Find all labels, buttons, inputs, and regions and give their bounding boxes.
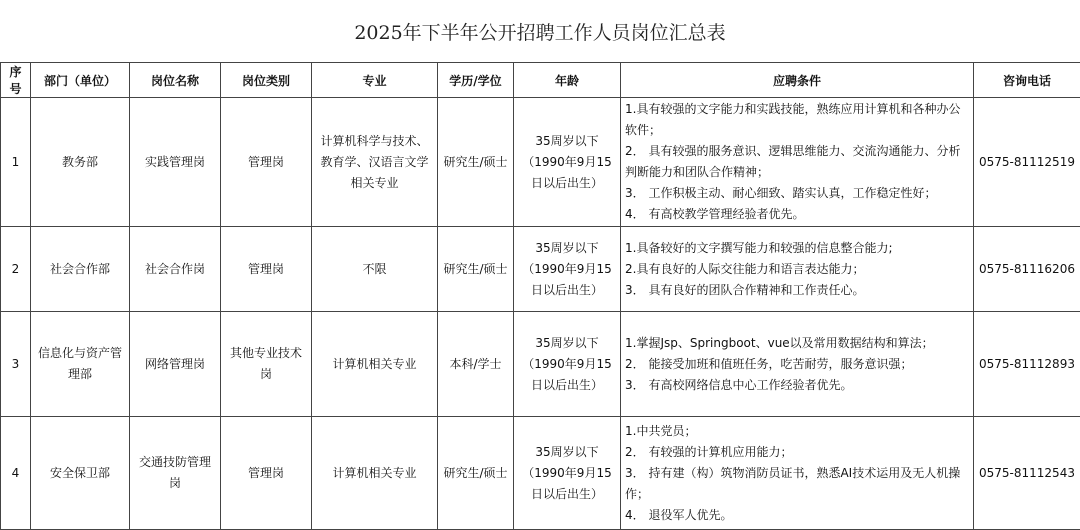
header-position: 岗位名称: [130, 63, 221, 98]
cell-dept: 教务部: [31, 98, 130, 227]
table-row: [1, 98, 1080, 227]
requirement-line: 4． 有高校教学管理经验者优先。: [625, 204, 967, 225]
cell-phone: 0575-81116206: [974, 227, 1080, 312]
header-category: 岗位类别: [221, 63, 312, 98]
cell-requirements: [621, 417, 974, 530]
cell-category: 管理岗: [221, 417, 312, 530]
cell-position: 交通技防管理岗: [130, 417, 221, 530]
cell-category: 其他专业技术岗: [221, 312, 312, 417]
cell-age: 35周岁以下（1990年9月15日以后出生）: [514, 98, 621, 227]
requirement-line: 2.具有良好的人际交往能力和语言表达能力；: [625, 259, 967, 280]
header-phone: 咨询电话: [974, 63, 1080, 98]
cell-major: 计算机相关专业: [312, 417, 438, 530]
cell-major: 计算机相关专业: [312, 312, 438, 417]
cell-requirements: [621, 227, 974, 312]
cell-phone: 0575-81112893: [974, 312, 1080, 417]
cell-major: 计算机科学与技术、教育学、汉语言文学相关专业: [312, 98, 438, 227]
cell-no: 1: [1, 98, 31, 227]
positions-table: [0, 62, 1080, 530]
cell-age: 35周岁以下（1990年9月15日以后出生）: [514, 417, 621, 530]
requirement-line: 3． 有高校网络信息中心工作经验者优先。: [625, 375, 967, 396]
cell-position: 社会合作岗: [130, 227, 221, 312]
header-major: 专业: [312, 63, 438, 98]
cell-no: 3: [1, 312, 31, 417]
requirement-line: 3． 持有建（构）筑物消防员证书，熟悉AI技术运用及无人机操作；: [625, 463, 967, 505]
requirement-line: 1.具有较强的文字能力和实践技能，熟练应用计算机和各种办公软件；: [625, 99, 967, 141]
requirement-line: 1.掌握Jsp、Springboot、vue以及常用数据结构和算法；: [625, 333, 967, 354]
header-age: 年龄: [514, 63, 621, 98]
cell-age: 35周岁以下（1990年9月15日以后出生）: [514, 312, 621, 417]
cell-dept: 信息化与资产管理部: [31, 312, 130, 417]
requirement-line: 1.中共党员；: [625, 421, 967, 442]
cell-position: 网络管理岗: [130, 312, 221, 417]
cell-category: 管理岗: [221, 98, 312, 227]
header-requirements: 应聘条件: [621, 63, 974, 98]
header-dept: 部门（单位）: [31, 63, 130, 98]
table-title: 2025年下半年公开招聘工作人员岗位汇总表: [0, 0, 1080, 62]
cell-no: 2: [1, 227, 31, 312]
cell-phone: 0575-81112543: [974, 417, 1080, 530]
table-row: [1, 417, 1080, 530]
cell-category: 管理岗: [221, 227, 312, 312]
requirement-line: 2． 有较强的计算机应用能力；: [625, 442, 967, 463]
requirement-line: 2． 具有较强的服务意识、逻辑思维能力、交流沟通能力、分析判断能力和团队合作精神；: [625, 141, 967, 183]
table-row: [1, 227, 1080, 312]
cell-degree: 研究生/硕士: [438, 227, 514, 312]
cell-age: 35周岁以下（1990年9月15日以后出生）: [514, 227, 621, 312]
requirement-line: 1.具备较好的文字撰写能力和较强的信息整合能力;: [625, 238, 967, 259]
cell-requirements: [621, 312, 974, 417]
cell-position: 实践管理岗: [130, 98, 221, 227]
cell-major: 不限: [312, 227, 438, 312]
requirement-line: 4． 退役军人优先。: [625, 505, 967, 526]
requirement-line: 3． 具有良好的团队合作精神和工作责任心。: [625, 280, 967, 301]
cell-degree: 本科/学士: [438, 312, 514, 417]
cell-dept: 安全保卫部: [31, 417, 130, 530]
cell-degree: 研究生/硕士: [438, 417, 514, 530]
header-no: 序号: [1, 63, 31, 98]
cell-no: 4: [1, 417, 31, 530]
cell-dept: 社会合作部: [31, 227, 130, 312]
cell-degree: 研究生/硕士: [438, 98, 514, 227]
requirement-line: 2． 能接受加班和值班任务，吃苦耐劳，服务意识强；: [625, 354, 967, 375]
cell-requirements: [621, 98, 974, 227]
header-row: [1, 63, 1080, 98]
header-degree: 学历/学位: [438, 63, 514, 98]
table-row: [1, 312, 1080, 417]
requirement-line: 3． 工作积极主动、耐心细致、踏实认真，工作稳定性好；: [625, 183, 967, 204]
cell-phone: 0575-81112519: [974, 98, 1080, 227]
